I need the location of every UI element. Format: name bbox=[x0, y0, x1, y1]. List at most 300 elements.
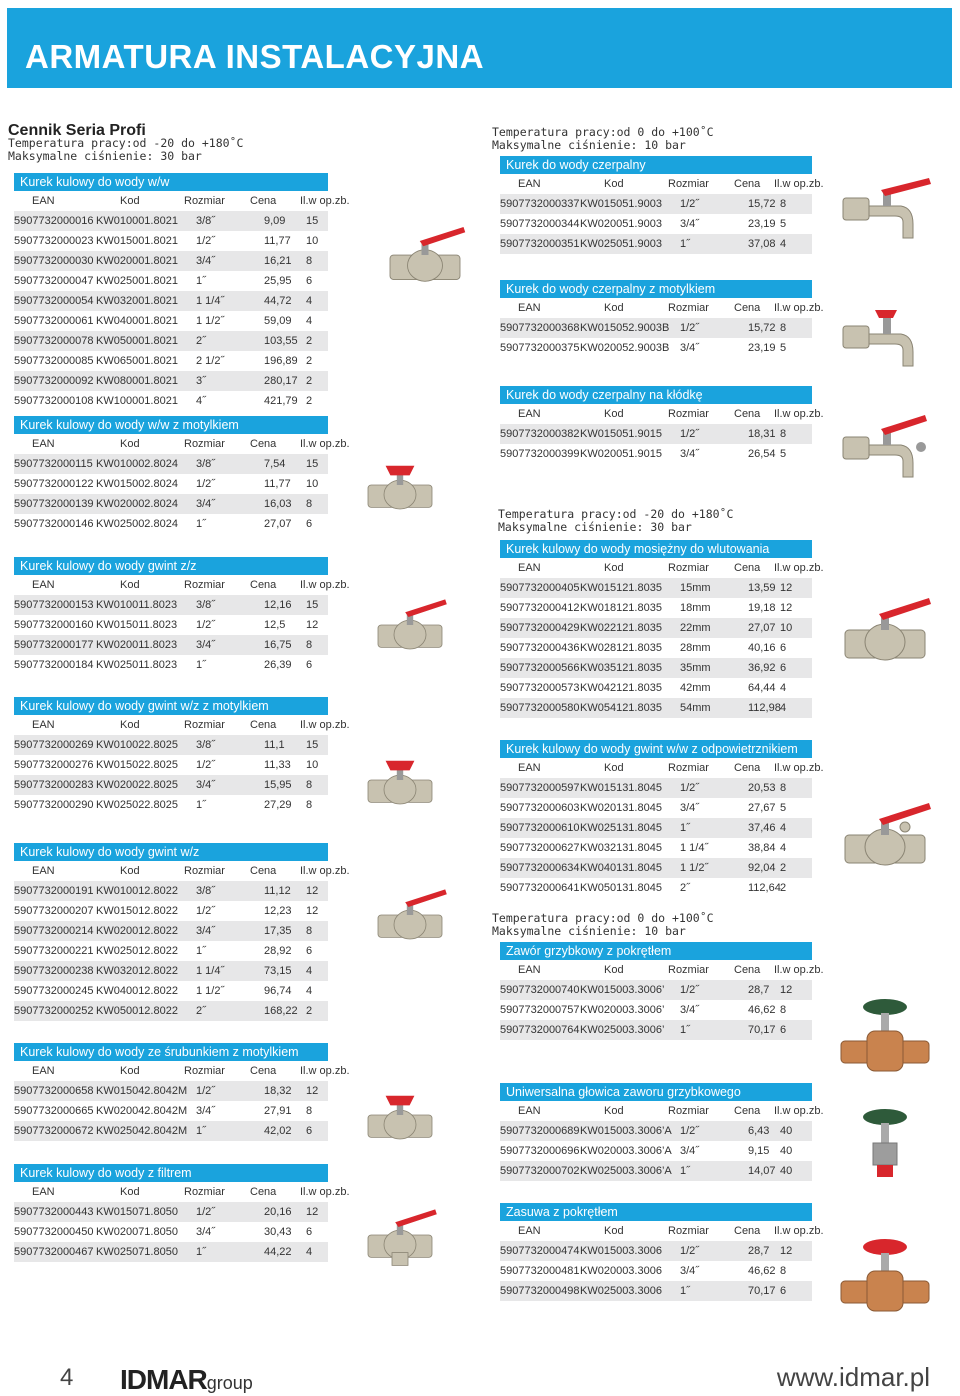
table-cell: 5907732000139 bbox=[14, 498, 94, 510]
table-cell: KW010022.8025 bbox=[96, 739, 178, 751]
table-cell: 5 bbox=[780, 448, 787, 460]
table-cell: 3/4˝ bbox=[680, 218, 699, 230]
max-pressure: Maksymalne ciśnienie: 30 bar bbox=[8, 149, 202, 163]
table-row bbox=[500, 838, 812, 858]
table-row bbox=[14, 271, 328, 291]
table-row bbox=[14, 755, 328, 775]
column-header: Kod bbox=[120, 719, 140, 731]
table-cell: 5907732000696 bbox=[500, 1145, 580, 1157]
table-row bbox=[500, 338, 812, 358]
table-cell: KW020051.9003 bbox=[580, 218, 662, 230]
section-title: Kurek kulowy do wody ze śrubunkiem z motylkiem bbox=[14, 1043, 328, 1061]
table-cell: 12 bbox=[306, 1206, 319, 1218]
table-cell: 92,04 bbox=[748, 862, 776, 874]
table-header bbox=[14, 434, 350, 454]
column-header: EAN bbox=[32, 438, 55, 450]
section-title: Zasuwa z pokrętłem bbox=[500, 1203, 812, 1221]
table-cell: 16,03 bbox=[264, 498, 292, 510]
price-section bbox=[500, 280, 824, 358]
table-cell: 5907732000016 bbox=[14, 215, 94, 227]
table-cell: 5907732000023 bbox=[14, 235, 94, 247]
logo-main: IDMAR bbox=[120, 1364, 207, 1395]
table-cell: 1/2˝ bbox=[680, 984, 699, 996]
table-cell: 5907732000375 bbox=[500, 342, 580, 354]
column-header: Il.w op.zb. bbox=[300, 438, 350, 450]
tap-image bbox=[835, 402, 935, 497]
table-cell: 1˝ bbox=[196, 799, 206, 811]
table-header bbox=[14, 575, 350, 595]
table-cell: 8 bbox=[306, 925, 313, 937]
column-header: Rozmiar bbox=[668, 762, 709, 774]
column-header: Kod bbox=[120, 579, 140, 591]
table-cell: 26,39 bbox=[264, 659, 292, 671]
table-cell: KW032001.8021 bbox=[96, 295, 178, 307]
column-header: Il.w op.zb. bbox=[774, 178, 824, 190]
table-cell: 5907732000436 bbox=[500, 642, 580, 654]
table-cell: 3/4˝ bbox=[196, 1226, 215, 1238]
column-header: Cena bbox=[734, 408, 761, 420]
table-cell: 64,44 bbox=[748, 682, 776, 694]
table-cell: 5907732000566 bbox=[500, 662, 580, 674]
table-cell: 8 bbox=[780, 782, 787, 794]
column-header: EAN bbox=[518, 762, 541, 774]
table-cell: 421,79 bbox=[264, 395, 298, 407]
table-cell: KW065001.8021 bbox=[96, 355, 178, 367]
table-cell: 46,62 bbox=[748, 1004, 776, 1016]
table-cell: 5907732000689 bbox=[500, 1125, 580, 1137]
table-cell: 12,5 bbox=[264, 619, 286, 631]
column-header: EAN bbox=[32, 1065, 55, 1077]
table-cell: 40 bbox=[780, 1165, 793, 1177]
table-cell: 5907732000092 bbox=[14, 375, 94, 387]
column-header: EAN bbox=[518, 302, 541, 314]
table-cell: 1/2˝ bbox=[196, 905, 215, 917]
table-cell: KW015051.9015 bbox=[580, 428, 662, 440]
table-cell: 5907732000740 bbox=[500, 984, 580, 996]
table-header bbox=[500, 758, 824, 778]
table-cell: 8 bbox=[306, 639, 313, 651]
table-row bbox=[14, 514, 328, 534]
table-cell: 5907732000603 bbox=[500, 802, 580, 814]
table-cell: 5907732000443 bbox=[14, 1206, 94, 1218]
table-cell: 5907732000672 bbox=[14, 1125, 94, 1137]
column-header: Rozmiar bbox=[184, 865, 225, 877]
table-cell: KW032131.8045 bbox=[580, 842, 662, 854]
table-row bbox=[500, 1000, 812, 1020]
table-cell: 5907732000757 bbox=[500, 1004, 580, 1016]
column-header: Il.w op.zb. bbox=[774, 1225, 824, 1237]
table-cell: KW025131.8045 bbox=[580, 822, 662, 834]
column-header: Il.w op.zb. bbox=[300, 719, 350, 731]
table-cell: 5907732000351 bbox=[500, 238, 580, 250]
table-cell: 4 bbox=[780, 842, 787, 854]
table-cell: KW025012.8022 bbox=[96, 945, 178, 957]
table-cell: 20,53 bbox=[748, 782, 776, 794]
column-header: EAN bbox=[32, 1186, 55, 1198]
table-row bbox=[14, 881, 328, 901]
table-cell: 1˝ bbox=[196, 1125, 206, 1137]
table-header bbox=[500, 558, 824, 578]
table-cell: 12,23 bbox=[264, 905, 292, 917]
ball-valve-fm-image bbox=[360, 740, 440, 825]
section-title: Kurek do wody czerpalny z motylkiem bbox=[500, 280, 812, 298]
table-cell: 5907732000337 bbox=[500, 198, 580, 210]
table-cell: 11,1 bbox=[264, 739, 285, 751]
section-title: Kurek kulowy do wody gwint w/z bbox=[14, 843, 328, 861]
table-cell: 12 bbox=[306, 905, 319, 917]
column-header: Cena bbox=[734, 762, 761, 774]
table-cell: 5907732000597 bbox=[500, 782, 580, 794]
column-header: Kod bbox=[604, 408, 624, 420]
table-cell: KW025003.3006’ bbox=[580, 1024, 665, 1036]
table-cell: 5907732000450 bbox=[14, 1226, 94, 1238]
table-cell: 37,46 bbox=[748, 822, 776, 834]
price-section bbox=[500, 386, 824, 464]
column-header: Cena bbox=[734, 964, 761, 976]
table-row bbox=[14, 1081, 328, 1101]
table-cell: KW018121.8035 bbox=[580, 602, 662, 614]
right-heading-1 bbox=[492, 126, 714, 152]
table-cell: KW050131.8045 bbox=[580, 882, 662, 894]
table-cell: 2 bbox=[306, 375, 313, 387]
table-cell: 12 bbox=[780, 602, 793, 614]
table-row bbox=[500, 818, 812, 838]
column-header: EAN bbox=[32, 719, 55, 731]
tap-image bbox=[835, 168, 935, 253]
table-cell: 15 bbox=[306, 599, 319, 611]
ball-valve-image bbox=[360, 450, 440, 525]
column-header: Kod bbox=[604, 178, 624, 190]
table-cell: KW015051.9003 bbox=[580, 198, 662, 210]
table-row bbox=[500, 598, 812, 618]
table-cell: KW040131.8045 bbox=[580, 862, 662, 874]
column-header: Il.w op.zb. bbox=[774, 408, 824, 420]
table-cell: 3/8˝ bbox=[196, 215, 215, 227]
table-row bbox=[500, 638, 812, 658]
column-header: Kod bbox=[120, 1065, 140, 1077]
column-header: Kod bbox=[604, 762, 624, 774]
table-cell: 4 bbox=[306, 1246, 313, 1258]
table-cell: 9,09 bbox=[264, 215, 286, 227]
temperature-range: Temperatura pracy:od -20 do +180˚C bbox=[8, 136, 244, 150]
table-cell: 27,07 bbox=[748, 622, 776, 634]
table-row bbox=[14, 981, 328, 1001]
table-cell: 3/8˝ bbox=[196, 458, 215, 470]
column-header: Kod bbox=[120, 438, 140, 450]
table-row bbox=[500, 234, 812, 254]
table-header bbox=[14, 191, 350, 211]
column-header: Rozmiar bbox=[668, 562, 709, 574]
table-cell: KW010012.8022 bbox=[96, 885, 178, 897]
column-header: EAN bbox=[32, 195, 55, 207]
column-header: Il.w op.zb. bbox=[300, 1065, 350, 1077]
table-row bbox=[14, 474, 328, 494]
table-cell: 15,72 bbox=[748, 198, 776, 210]
table-cell: 3/4˝ bbox=[196, 1105, 215, 1117]
table-row bbox=[14, 1101, 328, 1121]
table-cell: KW020051.9015 bbox=[580, 448, 662, 460]
table-row bbox=[14, 1202, 328, 1222]
column-header: Kod bbox=[604, 562, 624, 574]
table-cell: 5907732000634 bbox=[500, 862, 580, 874]
column-header: Cena bbox=[734, 1105, 761, 1117]
table-header bbox=[14, 715, 350, 735]
table-cell: 17,35 bbox=[264, 925, 292, 937]
tap-image bbox=[835, 296, 935, 381]
table-cell: KW025003.3006’A bbox=[580, 1165, 672, 1177]
table-cell: 5907732000207 bbox=[14, 905, 94, 917]
column-header: Il.w op.zb. bbox=[774, 964, 824, 976]
table-cell: 1˝ bbox=[680, 1024, 690, 1036]
table-cell: 35mm bbox=[680, 662, 711, 674]
table-cell: 1/2˝ bbox=[680, 322, 699, 334]
table-cell: 1/2˝ bbox=[196, 759, 215, 771]
table-cell: 28,92 bbox=[264, 945, 292, 957]
table-cell: 5907732000122 bbox=[14, 478, 94, 490]
table-cell: 15 bbox=[306, 739, 319, 751]
table-cell: 3/4˝ bbox=[196, 498, 215, 510]
table-cell: 4 bbox=[780, 682, 787, 694]
column-header: Rozmiar bbox=[184, 195, 225, 207]
column-header: Il.w op.zb. bbox=[300, 865, 350, 877]
column-header: Kod bbox=[604, 302, 624, 314]
table-cell: KW020022.8025 bbox=[96, 779, 178, 791]
table-header bbox=[14, 861, 350, 881]
table-cell: 5907732000498 bbox=[500, 1285, 580, 1297]
table-cell: 9,15 bbox=[748, 1145, 770, 1157]
table-cell: 44,72 bbox=[264, 295, 292, 307]
table-cell: KW015003.3006 bbox=[580, 1245, 662, 1257]
table-cell: 4 bbox=[780, 238, 787, 250]
table-cell: 1 1/2˝ bbox=[196, 985, 225, 997]
table-cell: 1/2˝ bbox=[196, 1085, 215, 1097]
table-cell: 6 bbox=[306, 1125, 313, 1137]
valve-head-image bbox=[835, 1105, 935, 1190]
price-section bbox=[500, 156, 824, 254]
series-title: Cennik Seria Profi bbox=[8, 122, 146, 139]
page-title: ARMATURA INSTALACYJNA bbox=[25, 38, 485, 75]
column-header: EAN bbox=[518, 408, 541, 420]
table-cell: 5907732000214 bbox=[14, 925, 94, 937]
column-header: Cena bbox=[734, 562, 761, 574]
table-cell: 5907732000399 bbox=[500, 448, 580, 460]
table-cell: 112,98 bbox=[748, 702, 781, 714]
table-cell: 37,08 bbox=[748, 238, 776, 250]
table-cell: 112,64 bbox=[748, 882, 781, 894]
table-cell: 10 bbox=[306, 478, 319, 490]
table-row bbox=[500, 1281, 812, 1301]
table-cell: 28mm bbox=[680, 642, 711, 654]
table-cell: 42mm bbox=[680, 682, 711, 694]
table-cell: 15mm bbox=[680, 582, 711, 594]
column-header: Il.w op.zb. bbox=[774, 562, 824, 574]
column-header: Cena bbox=[734, 178, 761, 190]
table-cell: 5907732000405 bbox=[500, 582, 580, 594]
table-cell: 5907732000702 bbox=[500, 1165, 580, 1177]
table-cell: 12 bbox=[306, 885, 319, 897]
table-cell: KW015121.8035 bbox=[580, 582, 662, 594]
table-row bbox=[14, 331, 328, 351]
table-cell: 1/2˝ bbox=[196, 235, 215, 247]
table-cell: 3/4˝ bbox=[196, 925, 215, 937]
table-cell: KW015012.8022 bbox=[96, 905, 178, 917]
table-row bbox=[14, 251, 328, 271]
table-cell: 1˝ bbox=[680, 238, 690, 250]
table-cell: 2 bbox=[780, 882, 787, 894]
table-cell: KW020002.8024 bbox=[96, 498, 178, 510]
table-row bbox=[500, 658, 812, 678]
table-row bbox=[500, 1261, 812, 1281]
column-header: Cena bbox=[250, 1065, 277, 1077]
table-row bbox=[14, 921, 328, 941]
column-header: Cena bbox=[250, 719, 277, 731]
table-cell: 5907732000160 bbox=[14, 619, 94, 631]
website-url: www.idmar.pl bbox=[776, 1362, 930, 1392]
table-cell: KW015003.3006’A bbox=[580, 1125, 672, 1137]
table-cell: 28,7 bbox=[748, 984, 770, 996]
table-cell: KW025003.3006 bbox=[580, 1285, 662, 1297]
table-row bbox=[14, 595, 328, 615]
column-header: EAN bbox=[518, 1105, 541, 1117]
table-cell: 1 1/2˝ bbox=[196, 315, 225, 327]
table-cell: 5907732000085 bbox=[14, 355, 94, 367]
column-header: Cena bbox=[250, 579, 277, 591]
table-cell: KW015001.8021 bbox=[96, 235, 178, 247]
table-cell: 12 bbox=[306, 619, 319, 631]
table-cell: 1/2˝ bbox=[680, 428, 699, 440]
table-cell: KW015052.9003B bbox=[580, 322, 670, 334]
table-cell: KW022121.8035 bbox=[580, 622, 662, 634]
table-cell: 40 bbox=[780, 1125, 793, 1137]
table-cell: 6 bbox=[780, 1285, 787, 1297]
table-row bbox=[14, 391, 328, 411]
table-cell: 5907732000153 bbox=[14, 599, 94, 611]
table-cell: 12 bbox=[780, 984, 793, 996]
column-header: Rozmiar bbox=[184, 1065, 225, 1077]
table-cell: 168,22 bbox=[264, 1005, 298, 1017]
price-section bbox=[14, 173, 350, 411]
table-cell: 5907732000467 bbox=[14, 1246, 94, 1258]
table-cell: 1/2˝ bbox=[196, 619, 215, 631]
table-cell: KW020131.8045 bbox=[580, 802, 662, 814]
table-cell: 5907732000290 bbox=[14, 799, 94, 811]
table-cell: 5907732000030 bbox=[14, 255, 94, 267]
table-header bbox=[500, 298, 824, 318]
table-cell: 15 bbox=[306, 215, 319, 227]
column-header: EAN bbox=[32, 579, 55, 591]
table-cell: 5907732000184 bbox=[14, 659, 94, 671]
table-cell: 70,17 bbox=[748, 1024, 776, 1036]
table-cell: 6 bbox=[780, 662, 787, 674]
table-cell: 22mm bbox=[680, 622, 711, 634]
column-header: EAN bbox=[32, 865, 55, 877]
table-cell: 5907732000047 bbox=[14, 275, 94, 287]
table-cell: 6 bbox=[306, 659, 313, 671]
table-row bbox=[14, 735, 328, 755]
price-section bbox=[500, 1203, 824, 1301]
table-row bbox=[14, 635, 328, 655]
table-header bbox=[500, 404, 824, 424]
column-header: Kod bbox=[120, 195, 140, 207]
price-section bbox=[14, 1164, 350, 1262]
table-cell: 15 bbox=[306, 458, 319, 470]
table-cell: 2 bbox=[780, 862, 787, 874]
table-cell: 5907732000665 bbox=[14, 1105, 94, 1117]
gate-valve-image bbox=[835, 1225, 935, 1330]
table-cell: 12 bbox=[780, 1245, 793, 1257]
table-cell: 12 bbox=[780, 582, 793, 594]
table-cell: 5907732000368 bbox=[500, 322, 580, 334]
table-cell: 11,33 bbox=[264, 759, 291, 771]
table-cell: 5907732000658 bbox=[14, 1085, 94, 1097]
table-cell: KW032012.8022 bbox=[96, 965, 178, 977]
table-row bbox=[500, 318, 812, 338]
table-cell: 8 bbox=[780, 322, 787, 334]
table-cell: 4 bbox=[780, 822, 787, 834]
table-cell: 103,55 bbox=[264, 335, 298, 347]
table-cell: 19,18 bbox=[748, 602, 776, 614]
table-cell: 5907732000146 bbox=[14, 518, 94, 530]
table-cell: 5 bbox=[780, 802, 787, 814]
right-heading-2 bbox=[498, 508, 733, 534]
table-cell: KW020001.8021 bbox=[96, 255, 178, 267]
column-header: Rozmiar bbox=[184, 579, 225, 591]
table-cell: 2˝ bbox=[196, 1005, 206, 1017]
globe-valve-image bbox=[835, 980, 935, 1095]
table-cell: 2 1/2˝ bbox=[196, 355, 225, 367]
table-cell: 8 bbox=[306, 799, 313, 811]
table-row bbox=[14, 1222, 328, 1242]
table-cell: 5907732000580 bbox=[500, 702, 580, 714]
table-cell: 3/4˝ bbox=[680, 802, 699, 814]
table-row bbox=[14, 655, 328, 675]
table-cell: 54mm bbox=[680, 702, 711, 714]
max-pressure: Maksymalne ciśnienie: 30 bar bbox=[498, 520, 692, 534]
idmar-logo bbox=[120, 1364, 253, 1396]
table-cell: 42,02 bbox=[264, 1125, 292, 1137]
column-header: Cena bbox=[250, 438, 277, 450]
table-cell: KW020003.3006’A bbox=[580, 1145, 672, 1157]
table-cell: 3/8˝ bbox=[196, 599, 215, 611]
column-header: Cena bbox=[734, 302, 761, 314]
table-cell: 1/2˝ bbox=[196, 478, 215, 490]
table-cell: 1˝ bbox=[196, 518, 206, 530]
table-cell: 3/4˝ bbox=[680, 1145, 699, 1157]
table-cell: 5907732000269 bbox=[14, 739, 94, 751]
table-cell: KW042121.8035 bbox=[580, 682, 662, 694]
section-title: Zawór grzybkowy z pokrętłem bbox=[500, 942, 812, 960]
section-title: Kurek kulowy do wody mosiężny do wlutowania bbox=[500, 540, 812, 558]
table-cell: 5907732000177 bbox=[14, 639, 94, 651]
column-header: Rozmiar bbox=[668, 408, 709, 420]
column-header: EAN bbox=[518, 562, 541, 574]
table-cell: 18mm bbox=[680, 602, 711, 614]
section-title: Kurek do wody czerpalny na kłódkę bbox=[500, 386, 812, 404]
column-header: Rozmiar bbox=[668, 178, 709, 190]
table-cell: 1/2˝ bbox=[680, 782, 699, 794]
table-row bbox=[500, 1161, 812, 1181]
table-cell: 3/4˝ bbox=[680, 1004, 699, 1016]
table-cell: 6 bbox=[306, 275, 313, 287]
section-title: Kurek kulowy do wody gwint z/z bbox=[14, 557, 328, 575]
table-cell: 8 bbox=[306, 779, 313, 791]
column-header: Il.w op.zb. bbox=[774, 762, 824, 774]
table-cell: 5907732000474 bbox=[500, 1245, 580, 1257]
table-cell: KW080001.8021 bbox=[96, 375, 178, 387]
table-row bbox=[500, 578, 812, 598]
section-title: Kurek do wody czerpalny bbox=[500, 156, 812, 174]
table-cell: 4˝ bbox=[196, 395, 206, 407]
